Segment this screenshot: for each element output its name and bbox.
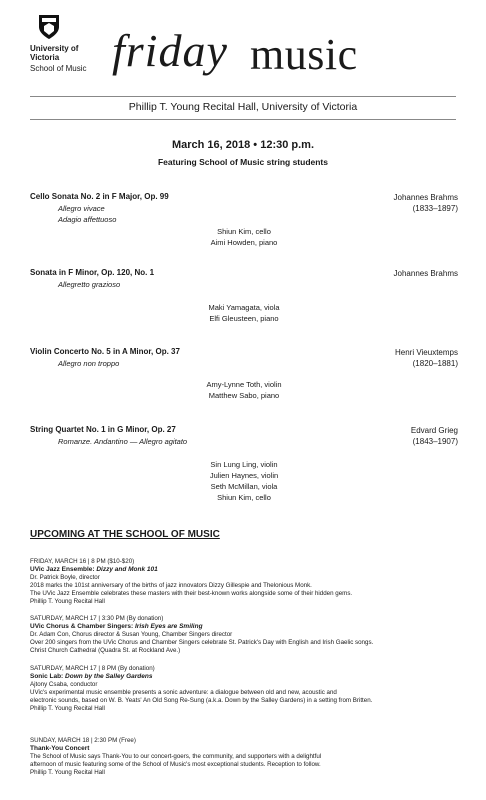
event-title-italic: Down by the Salley Gardens xyxy=(65,673,153,680)
performers xyxy=(30,302,458,324)
composer xyxy=(394,268,458,279)
event-title xyxy=(30,623,460,631)
shield-crest-icon xyxy=(38,14,60,40)
event-when: SUNDAY, MARCH 18 | 2:30 PM (Free) xyxy=(30,737,136,744)
event-title-text: Thank-You Concert xyxy=(30,745,90,752)
performer: Shiun Kim, cello xyxy=(217,227,271,236)
performer: Aimi Howden, piano xyxy=(210,238,278,247)
composer-years: (1843–1907) xyxy=(412,437,458,446)
movement: Romanze. Andantino — Allegro agitato xyxy=(58,437,188,446)
composer-name: Johannes Brahms xyxy=(393,193,458,202)
performer: Julien Haynes, violin xyxy=(209,471,279,480)
event-line: Phillip T. Young Recital Hall xyxy=(30,598,105,605)
performers xyxy=(30,379,458,401)
composer xyxy=(395,347,458,369)
performer: Sin Lung Ling, violin xyxy=(210,460,278,469)
composer-name: Edvard Grieg xyxy=(410,426,458,435)
upcoming-heading: UPCOMING AT THE SCHOOL OF MUSIC xyxy=(30,529,220,540)
performer: Maki Yamagata, viola xyxy=(208,303,280,312)
upcoming-event xyxy=(30,665,460,713)
performers xyxy=(30,226,458,248)
composer-years: (1820–1881) xyxy=(412,359,458,368)
performer: Amy-Lynne Toth, violin xyxy=(206,380,282,389)
event-when: SATURDAY, MARCH 17 | 8 PM (By donation) xyxy=(30,665,155,672)
composer xyxy=(394,192,458,214)
composer-years: (1833–1897) xyxy=(412,204,458,213)
event-line: Ajtony Csaba, conductor xyxy=(30,681,98,688)
performer: Seth McMillan, viola xyxy=(210,482,278,491)
piece-title: Sonata in F Minor, Op. 120, No. 1 xyxy=(30,268,155,277)
movement: Allegretto grazioso xyxy=(58,280,121,289)
event-line: 2018 marks the 101st anniversary of the births of jazz innovators Dizzy Gillespie and Thelonious Monk. xyxy=(30,582,312,589)
event-line: Dr. Adam Con, Chorus director & Susan Young, Chamber Singers director xyxy=(30,631,233,638)
title-friday: friday xyxy=(112,25,228,76)
piece-title: Violin Concerto No. 5 in A Minor, Op. 37 xyxy=(30,347,180,356)
divider-bottom xyxy=(30,119,456,120)
movement: Allegro non troppo xyxy=(58,359,120,368)
event-title-text: UVic Jazz Ensemble: xyxy=(30,566,97,573)
event-line: afternoon of music featuring some of the School of Music's most exceptional students. Reception to follow. xyxy=(30,761,321,768)
event-title xyxy=(30,566,460,574)
event-title-text: Sonic Lab: xyxy=(30,673,66,680)
divider-top xyxy=(30,96,456,97)
event-when: SATURDAY, MARCH 17 | 3:30 PM (By donation) xyxy=(30,615,164,622)
venue: Phillip T. Young Recital Hall, University of Victoria xyxy=(128,101,358,113)
event-line: Christ Church Cathedral (Quadra St. at Rockland Ave.) xyxy=(30,647,181,654)
event-title-text: UVic Chorus & Chamber Singers: xyxy=(30,623,135,630)
school-name: School of Music xyxy=(30,64,87,73)
event-line: The UVic Jazz Ensemble celebrates these masters with their best-known works alongside some of their hidden gems. xyxy=(30,590,353,597)
upcoming-event xyxy=(30,615,460,655)
event-line: electronic sounds, based on W. B. Yeats' An Old Song Re-Sung (a.k.a. Down by the Salley Gardens) in a setting from Britten. xyxy=(30,697,373,704)
event-title xyxy=(30,745,460,753)
event-line: UVic's experimental music ensemble presents a sonic adventure: a dialogue between old and new, acoustic and xyxy=(30,689,337,696)
event-line: Phillip T. Young Recital Hall xyxy=(30,705,105,712)
composer-name: Henri Vieuxtemps xyxy=(395,348,458,357)
performer: Matthew Sabo, piano xyxy=(208,391,280,400)
event-when: FRIDAY, MARCH 16 | 8 PM ($10-$20) xyxy=(30,558,135,565)
concert-date: March 16, 2018 • 12:30 p.m. xyxy=(171,139,315,151)
university-name: University of Victoria xyxy=(30,44,79,62)
upcoming-event xyxy=(30,737,460,777)
event-line: Dr. Patrick Boyle, director xyxy=(30,574,100,581)
event-line: The School of Music says Thank-You to our concert-goers, the community, and supporters with a delightful xyxy=(30,753,322,760)
event-line: Phillip T. Young Recital Hall xyxy=(30,769,105,776)
composer-name: Johannes Brahms xyxy=(393,269,458,278)
performer: Elfi Gleusteen, piano xyxy=(209,314,279,323)
piece-title: Cello Sonata No. 2 in F Major, Op. 99 xyxy=(30,192,169,201)
movement: Allegro vivace xyxy=(58,204,105,213)
event-title-italic: Dizzy and Monk 101 xyxy=(96,566,158,573)
upcoming-event xyxy=(30,558,460,606)
featuring-line: Featuring School of Music string students xyxy=(157,157,328,167)
composer xyxy=(411,425,458,447)
performer: Shiun Kim, cello xyxy=(217,493,271,502)
event-title-italic: Irish Eyes are Smiling xyxy=(135,623,203,630)
movement: Adagio affettuoso xyxy=(58,215,117,224)
event-line: Over 200 singers from the UVic Chorus and Chamber Singers celebrate St. Patrick's Day with English and Irish Gaelic songs. xyxy=(30,639,374,646)
piece-title: String Quartet No. 1 in G Minor, Op. 27 xyxy=(30,425,176,434)
title-music: music xyxy=(250,30,358,79)
performers xyxy=(30,459,458,503)
event-title xyxy=(30,673,460,681)
